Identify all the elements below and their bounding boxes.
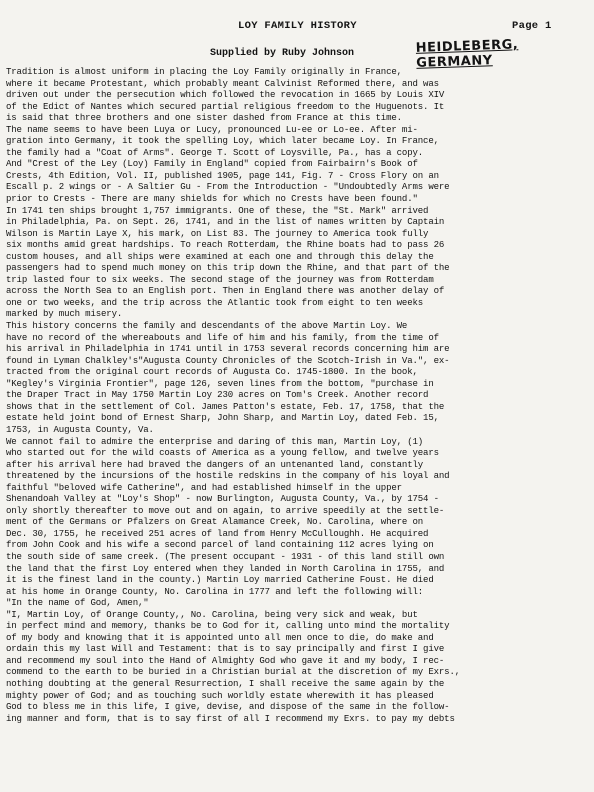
- text-line: "I, Martin Loy, of Orange County,, No. Carolina, being very sick and weak, but: [6, 608, 418, 620]
- text-line: where it became Protestant, which probably meant Calvinist Reformed there, and was: [6, 77, 439, 89]
- text-line: Tradition is almost uniform in placing the Loy Family originally in France,: [6, 66, 402, 77]
- text-line: estate held joint bond of Ernest Sharp, John Sharp, and Martin Loy, dated Feb. 15,: [6, 412, 439, 424]
- text-line: driven out under the persecution which followed the revocation in 1665 by Louis XIV: [6, 89, 445, 101]
- text-line: the family had a "Coat of Arms". George T. Scott of Loysville, Pa., has a copy.: [6, 146, 424, 158]
- supplied-by-line: Supplied by Ruby Johnson: [210, 48, 355, 59]
- text-line: of the Edict of Nantes which secured partial religious freedom to the Huguenots. It: [6, 100, 445, 112]
- text-line: one or two weeks, and the trip across the Atlantic took from eight to ten weeks: [6, 296, 424, 308]
- text-line: marked by much misery.: [6, 308, 123, 320]
- text-line: threatened by the incursions of the hostile redskins in the company of his loyal and: [6, 470, 450, 482]
- document-body: [6, 66, 580, 724]
- text-line: his arrival in Philadelphia in 1741 until in 1753 several records concerning him are: [6, 343, 450, 355]
- text-line: the land that the first Loy entered when they landed in North Carolina in 1755, and: [6, 562, 445, 574]
- text-line: faithful "beloved wife Catherine", and had established himself in the upper: [6, 481, 402, 493]
- text-line: have no record of the whereabouts and life of him and his family, from the time of: [6, 331, 439, 343]
- text-line: tracted from the original court records of Augusta Co. 1745-1800. In the book,: [6, 366, 418, 378]
- text-line: In 1741 ten ships brought 1,757 immigrants. One of these, the "St. Mark" arrived: [6, 204, 429, 216]
- text-line: Shenandoah Valley at "Loy's Shop" - now Burlington, Augusta County, Va., by 1754 -: [6, 493, 439, 505]
- text-line: passengers had to spend much money on this trip down the Rhine, and that part of the: [6, 262, 450, 274]
- text-line: at his home in Orange County, No. Carolina in 1777 and left the following will:: [6, 585, 424, 597]
- text-line: of my body and knowing that it is appointed unto all men once to die, do make and: [6, 631, 434, 643]
- paragraph: [6, 205, 580, 320]
- attribution-row: [6, 34, 580, 71]
- text-line: "Kegley's Virginia Frontier", page 126, seven lines from the bottom, "purchase in: [6, 377, 434, 389]
- paragraph: [6, 320, 580, 435]
- text-line: ordain this my last Will and Testament: that is to say principally and first I give: [6, 643, 445, 655]
- text-line: 1753, in Augusta County, Va.: [6, 423, 154, 435]
- text-line: is said that three brothers and one sister dashed from France at this time.: [6, 112, 402, 124]
- text-line: And "Crest of the Ley (Loy) Family in England" copied from Fairbairn's Book of: [6, 158, 418, 170]
- text-line: who started out for the wild coasts of America as a young fellow, and twelve years: [6, 447, 439, 459]
- text-line: trip lasted four to six weeks. The second stage of the journey was from Rotterdam: [6, 273, 434, 285]
- text-line: six months amid great hardships. To reach Rotterdam, the Rhine boats had to pass 26: [6, 239, 445, 251]
- page-header: [6, 12, 580, 34]
- text-line: only shortly thereafter to move out and on again, to arrive speedily at the settle-: [6, 504, 445, 516]
- text-line: ment of the Germans or Pfalzers on Great Alamance Creek, No. Carolina, where on: [6, 516, 424, 528]
- text-line: gration into Germany, it took the spelling Loy, which later became Loy. In France,: [6, 135, 439, 147]
- text-line: and recommend my soul into the Hand of Almighty God who gave it and my body, I rec-: [6, 654, 445, 666]
- text-line: from John Cook and his wife a second parcel of land containing 112 acres lying on: [6, 539, 434, 551]
- text-line: ing manner and form, that is to say first of all I recommend my Exrs. to pay my debts: [6, 712, 455, 724]
- text-line: We cannot fail to admire the enterprise and daring of this man, Martin Loy, (1): [6, 435, 424, 447]
- text-line: in perfect mind and memory, thanks be to God for it, calling unto mind the mortality: [6, 620, 450, 632]
- text-line: Dec. 30, 1755, he received 251 acres of land from Henry McCulloughh. He acquired: [6, 527, 429, 539]
- paragraph: [6, 609, 580, 724]
- text-line: across the North Sea to an English port. Then in England there was another delay of: [6, 285, 445, 297]
- text-line: commend to the earth to be buried in a Christian burial at the discretion of my Exrs.,: [6, 666, 460, 678]
- text-line: The name seems to have been Luya or Lucy, pronounced Lu-ee or Lo-ee. After mi-: [6, 123, 418, 135]
- text-line: found in Lyman Chalkley's"Augusta County Chronicles of the Scotch-Irish in Va.", ex-: [6, 354, 450, 366]
- text-line: Crests, 4th Edition, Vol. II, published 1905, page 141, Fig. 7 - Cross Flory on an: [6, 169, 439, 181]
- text-line: shows that in the settlement of Col. James Patton's estate, Feb. 17, 1758, that the: [6, 400, 445, 412]
- text-line: This history concerns the family and descendants of the above Martin Loy. We: [6, 320, 408, 332]
- paragraph: [6, 597, 580, 609]
- text-line: after his arrival here had braved the dangers of an untenanted land, constantly: [6, 458, 424, 470]
- text-line: "In the name of God, Amen,": [6, 597, 149, 609]
- text-line: mighty power of God; and as touching such worldly estate wherewith it has pleased: [6, 689, 434, 701]
- text-line: nothing doubting at the general Resurrection, I shall receive the same again by the: [6, 677, 445, 689]
- text-line: the Draper Tract in May 1750 Martin Loy 230 acres on Tom's Creek. Another record: [6, 389, 429, 401]
- handwritten-annotation: HEIDLEBERG, GERMANY: [415, 37, 519, 71]
- text-line: the south side of same creek. (The present occupant - 1931 - of this land still own: [6, 550, 445, 562]
- text-line: in Philadelphia, Pa. on Sept. 26, 1741, and in the list of names written by Captain: [6, 216, 445, 228]
- text-line: prior to Crests - There are many shields for which no Crests have been found.": [6, 193, 418, 205]
- text-line: it is the finest land in the county.) Martin Loy married Catherine Foust. He died: [6, 574, 434, 586]
- document-title: LOY FAMILY HISTORY: [238, 20, 357, 32]
- paragraph: [6, 124, 580, 205]
- text-line: Escall p. 2 wings or - A Saltier Gu - From the Introduction - "Undoubtedly Arms were: [6, 181, 450, 193]
- page-number: Page 1: [512, 20, 552, 32]
- paragraph: [6, 436, 580, 598]
- paragraph: [6, 66, 580, 124]
- text-line: Wilson is Martin Laye X, his mark, on List 83. The journey to America took fully: [6, 227, 429, 239]
- text-line: God to bless me in this life, I give, devise, and dispose of the same in the follow-: [6, 701, 450, 713]
- text-line: custom houses, and all ships were examined at each one and through this delay the: [6, 250, 434, 262]
